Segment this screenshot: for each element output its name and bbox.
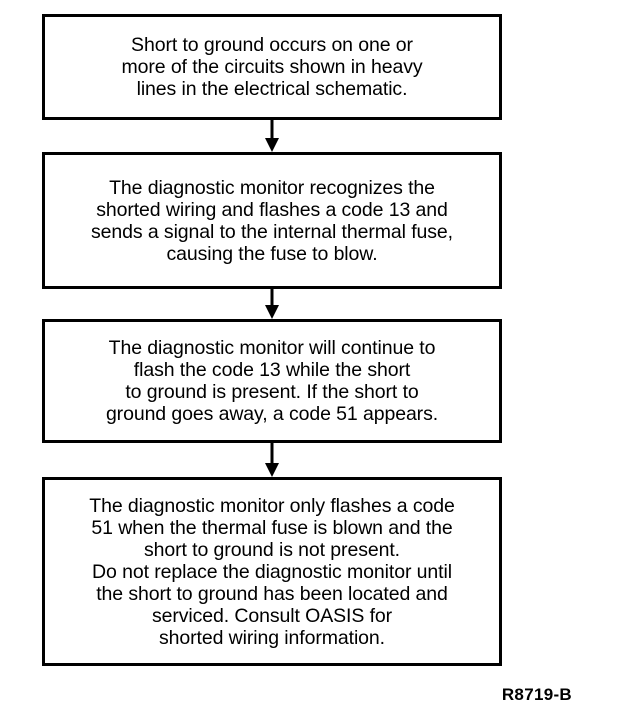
flow-step-3-box bbox=[42, 319, 502, 443]
arrow-down-icon bbox=[262, 120, 282, 152]
arrow-down-icon bbox=[262, 289, 282, 319]
flow-step-1-text: Short to ground occurs on one or more of the circuits shown in heavy lines in the electrical schematic. bbox=[121, 34, 423, 100]
flow-step-4-box bbox=[42, 477, 502, 666]
figure-id-label: R8719-B bbox=[501, 685, 572, 704]
arrow-down-icon bbox=[262, 443, 282, 477]
flow-step-1-box bbox=[42, 14, 502, 120]
flow-step-2-box bbox=[42, 152, 502, 289]
flow-step-2-text: The diagnostic monitor recognizes the shorted wiring and flashes a code 13 and sends a signal to the internal thermal fuse, causing the fuse to blow. bbox=[91, 176, 453, 265]
flow-step-3-text: The diagnostic monitor will continue to flash the code 13 while the short to ground is present. If the short to ground goes away, a code 51 appears. bbox=[105, 337, 439, 425]
flow-step-4-text: The diagnostic monitor only flashes a code 51 when the thermal fuse is blown and the short to ground is not present. Do not replace the diagnostic monitor until the short to ground has been located and serviced. Consult OASIS for shorted wiring information. bbox=[89, 494, 455, 649]
